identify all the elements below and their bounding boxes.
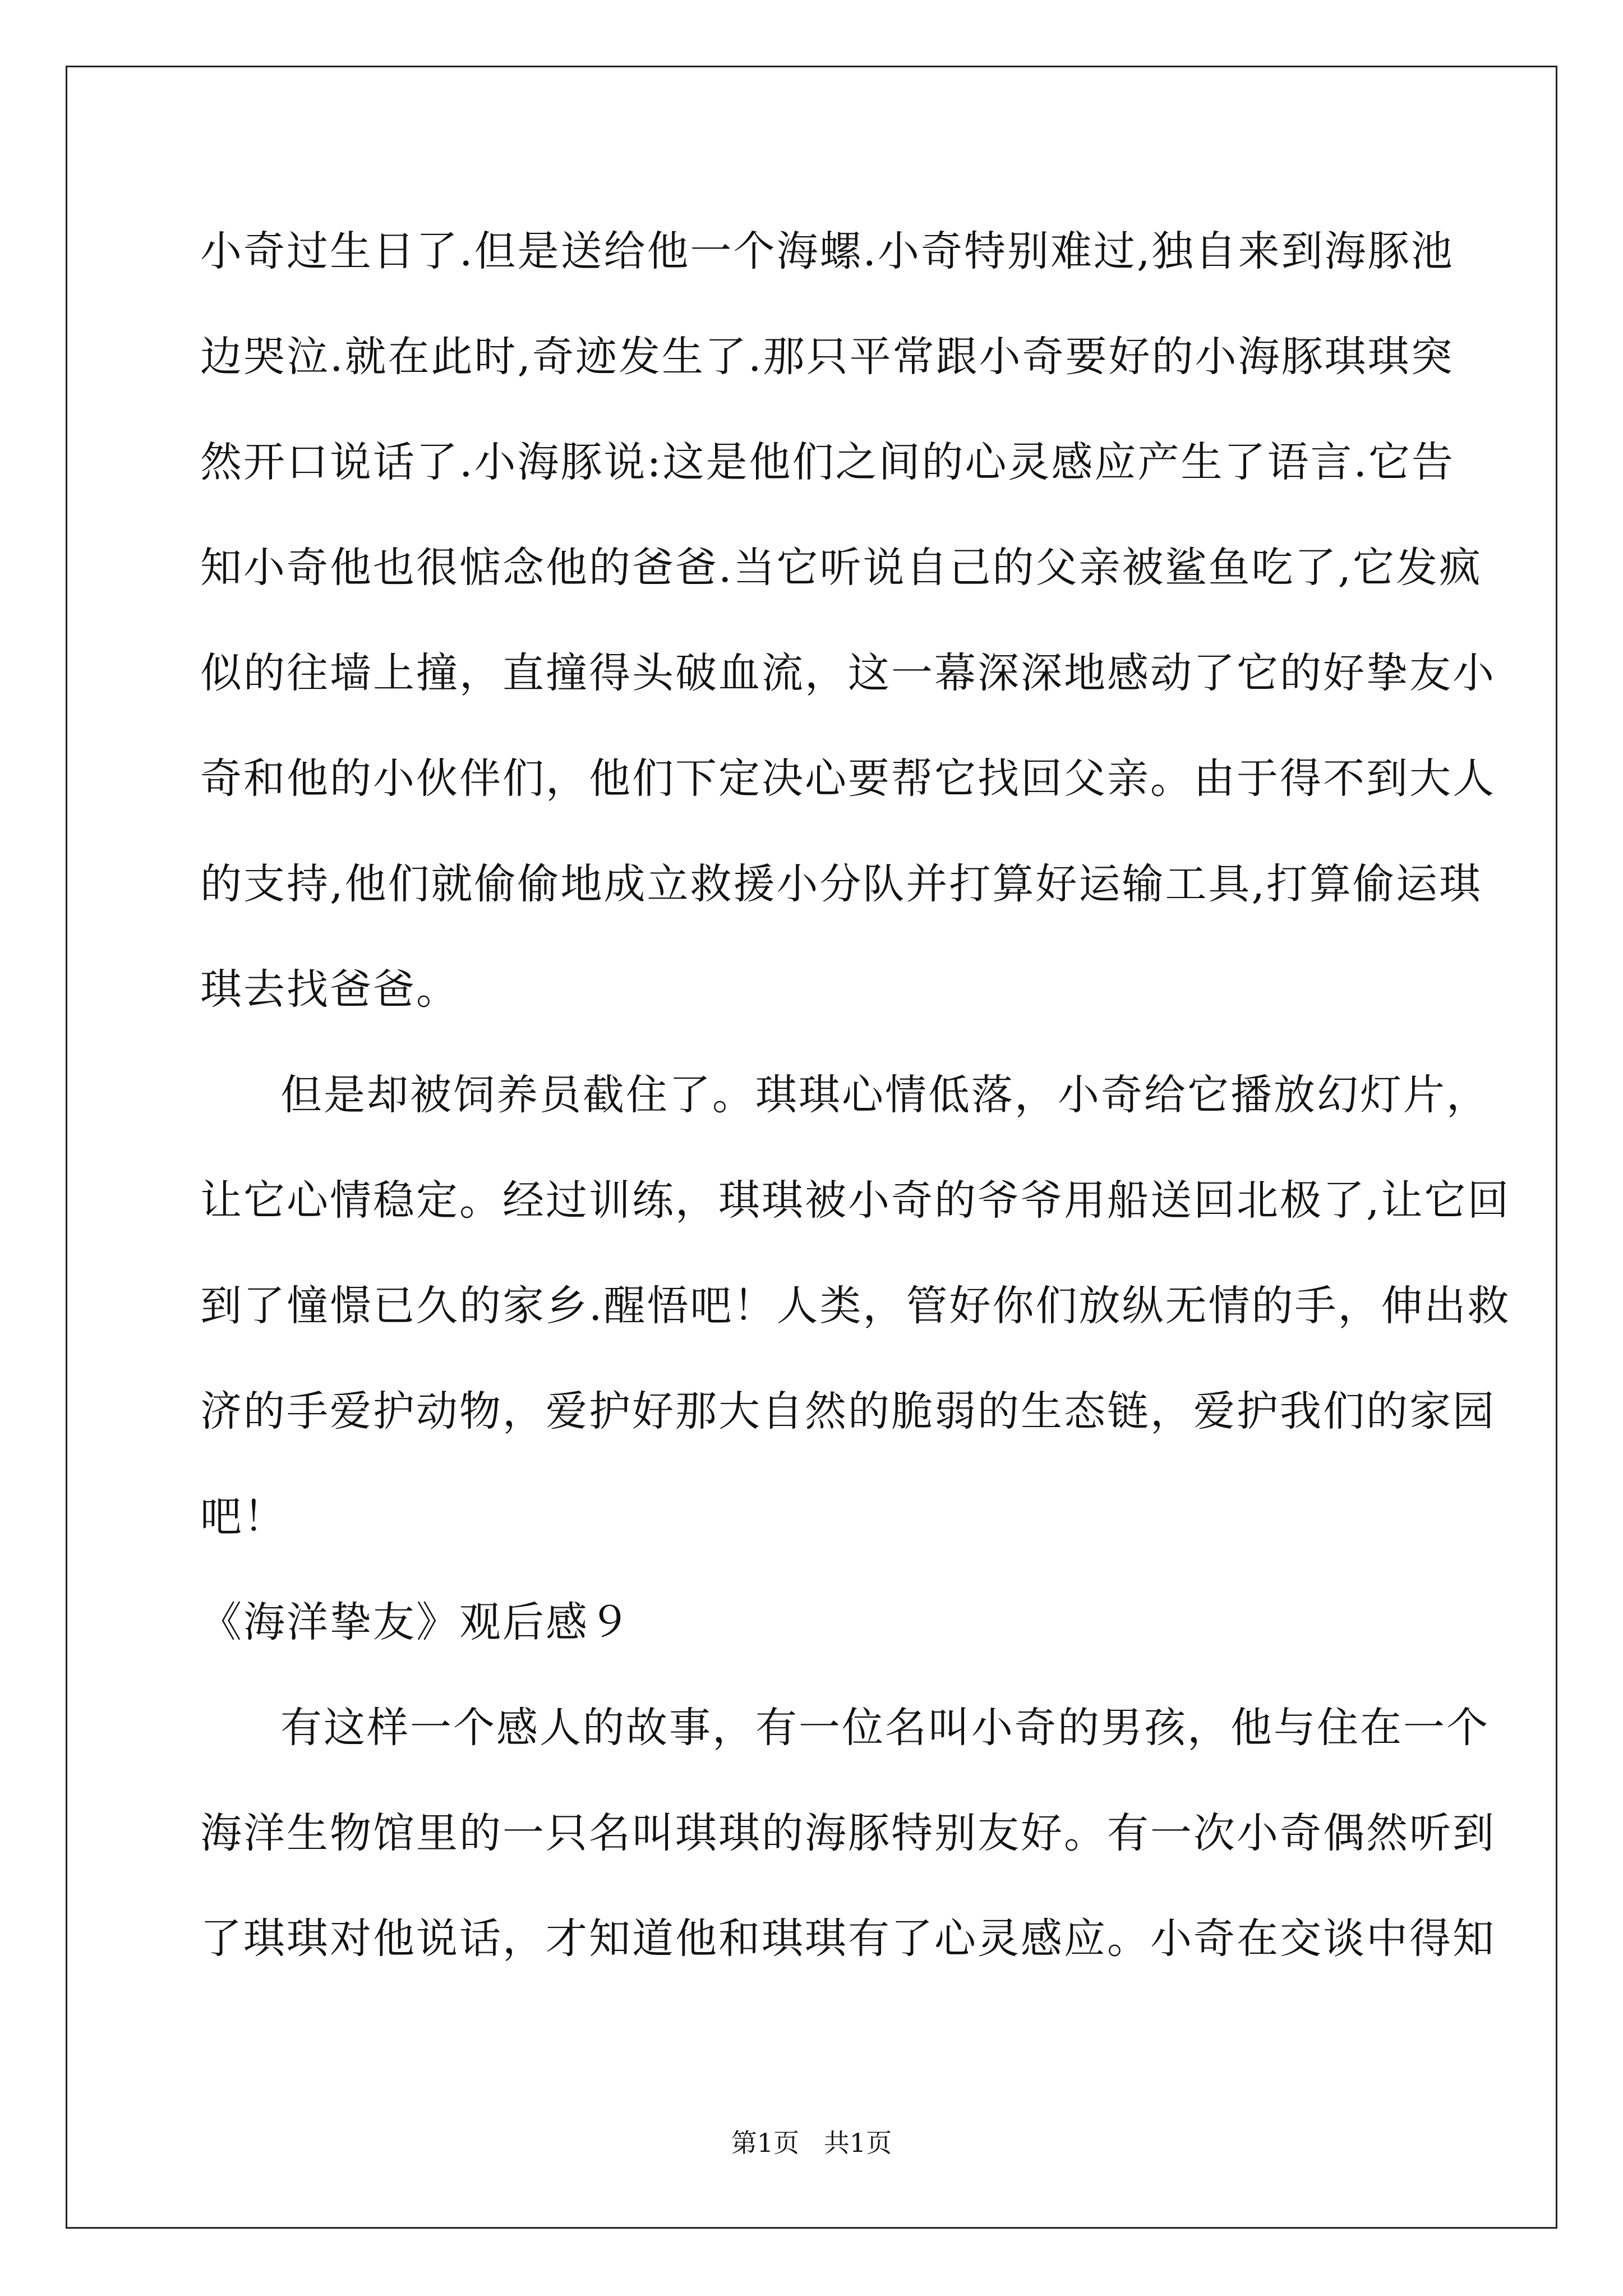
section-heading: 《海洋挚友》观后感９ [200,1598,632,1646]
body-line-4: 知小奇他也很惦念他的爸爸.当它听说自己的父亲被鲨鱼吃了,它发疯 [200,544,1483,592]
body-line-10: 让它心情稳定。经过训练，琪琪被小奇的爷爷用船送回北极了,让它回 [200,1176,1511,1225]
body-line-7: 的支持,他们就偷偷地成立救援小分队并打算好运输工具,打算偷运琪 [200,860,1483,908]
body-line-6: 奇和他的小伙伴们，他们下定决心要帮它找回父亲。由于得不到大人 [200,754,1496,803]
body-line-12: 济的手爱护动物，爱护好那大自然的脆弱的生态链，爱护我们的家园 [200,1387,1496,1435]
body-line-9: 但是却被饲养员截住了。琪琪心情低落，小奇给它播放幻灯片， [280,1071,1490,1119]
body-line-11: 到了憧憬已久的家乡.醒悟吧！人类，管好你们放纵无情的手，伸出救 [200,1282,1511,1330]
page-border [66,66,1557,2229]
body-line-2: 边哭泣.就在此时,奇迹发生了.那只平常跟小奇要好的小海豚琪琪突 [200,333,1454,381]
body-line-15: 有这样一个感人的故事，有一位名叫小奇的男孩，他与住在一个 [280,1704,1490,1752]
page-number: 第1页 共1页 [731,2128,892,2158]
body-line-17: 了琪琪对他说话，才知道他和琪琪有了心灵感应。小奇在交谈中得知 [200,1915,1496,1963]
body-line-16: 海洋生物馆里的一只名叫琪琪的海豚特别友好。有一次小奇偶然听到 [200,1809,1496,1857]
body-line-5: 似的往墙上撞，直撞得头破血流，这一幕深深地感动了它的好挚友小 [200,649,1496,697]
body-line-13: 吧！ [200,1493,287,1541]
body-line-8: 琪去找爸爸。 [200,965,459,1014]
body-line-3: 然开口说话了.小海豚说:这是他们之间的心灵感应产生了语言.它告 [200,438,1455,486]
body-line-1: 小奇过生日了.但是送给他一个海螺.小奇特别难过,独自来到海豚池 [200,227,1454,275]
